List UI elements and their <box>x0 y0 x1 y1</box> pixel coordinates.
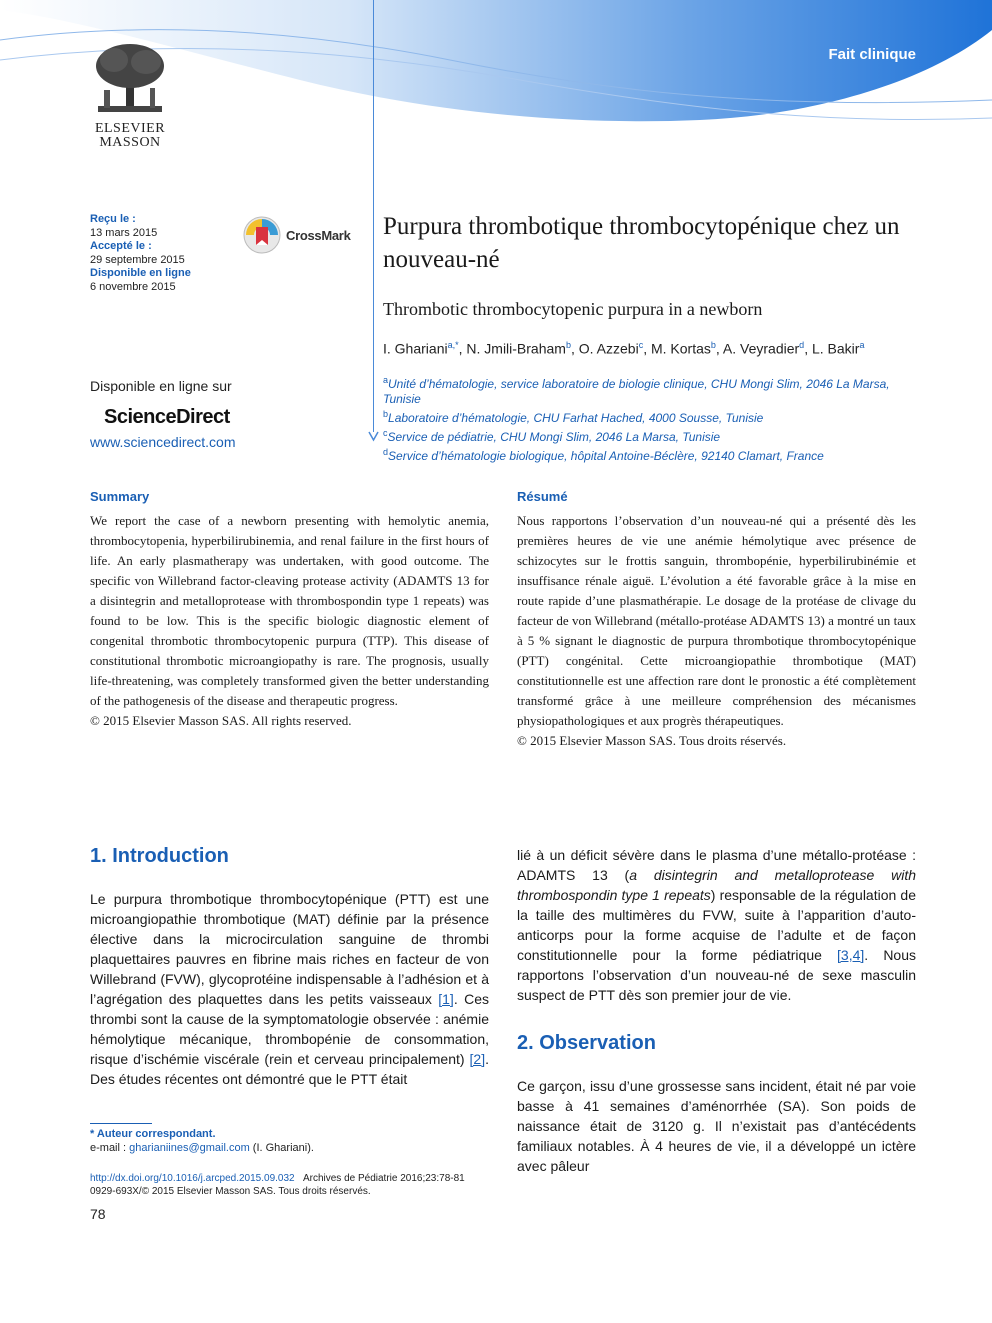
author-sup[interactable]: b <box>710 340 716 350</box>
intro-paragraph: Le purpura thrombotique thrombocytopénique (PTT) est une microangiopathie thrombotique (MAT) définie par la présence élective dans la microcirculation sanguine de thrombi plaquettaires pauvres en fibrine mais riches en facteur de von Willebrand (FVW), glycoprotéine indispensable à l’adhésion et à l’agrégation des plaquettes dans les petits vaisseaux [1]. Ces thrombi sont la cause de la symptomatologie observée : anémie hémolytique mécanique, thrombopénie de consommation, risque d’ischémie viscérale (rein et cerveau principalement) [2]. Des études récentes ont démontré que le PTT était <box>90 891 489 1087</box>
affiliation-item: $^d$Service d’hématologie biologique, hôpital Antoine-Béclère, 92140 Clamart, France <box>383 447 824 463</box>
author-sup[interactable]: d <box>799 340 805 350</box>
author-sup[interactable]: a,* <box>447 340 459 350</box>
received-label: Reçu le : <box>90 213 136 225</box>
corresponding-author-label: * Auteur correspondant. <box>90 1128 216 1140</box>
arrow-down-icon <box>368 430 379 442</box>
accepted-date: 29 septembre 2015 <box>90 253 185 266</box>
crossmark-icon <box>242 215 282 255</box>
online-label: Disponible en ligne <box>90 267 191 279</box>
affiliation-item: $^b$Laboratoire d’hématologie, CHU Farhat Hached, 4000 Sousse, Tunisie <box>383 409 764 425</box>
reference-link[interactable]: [2] <box>469 1051 486 1067</box>
author-name: A. Veyradier <box>722 340 800 357</box>
summary-copyright: © 2015 Elsevier Masson SAS. All rights reserved. <box>90 713 352 728</box>
footnote: * Auteur correspondant. e-mail : gharianiines@gmail.com (I. Ghariani). <box>90 1128 314 1154</box>
email-link[interactable]: gharianiines@gmail.com <box>129 1142 250 1154</box>
author-name: N. Jmili-Braham <box>466 340 566 357</box>
article-dates <box>90 213 191 294</box>
resume-text: Nous rapportons l’observation d’un nouveau-né qui a présenté dès les premières heures de vie une anémie hémolytique avec présence de schizocytes sur le frottis sanguin, thrombopénie, hyperbilirubinémie et insuffisance rénale aiguë. L’évolution a été favorable grâce à la mise en route rapide d’une plasmathérapie. Le dosage de la protéase de clivage du facteur de von Willebrand (métallo-protéase ADAMTS 13) a montré un taux à 5 % signant le diagnostic de purpura thrombotique thrombocytopénique (PTT) congénital. Cette microangiopathie thrombotique (MAT) constitutionnelle est une affection rare dont le pronostic a été complètement transformé grâce à une meilleure compréhension des mécanismes physiopathologiques et aux progrès thérapeutiques. © 2015 Elsevier Masson SAS. Tous droits réservés. <box>517 513 916 748</box>
section-label: Fait clinique <box>828 46 916 63</box>
divider-line <box>373 0 374 432</box>
sciencedirect-logo: ScienceDirect <box>104 406 230 428</box>
online-date: 6 novembre 2015 <box>90 280 176 293</box>
reference-link[interactable]: [1] <box>438 991 454 1007</box>
author-list: I. Ghariani$^{a,*}$, N. Jmili-Braham$^b$, O. Azzebi$^c$, M. Kortas$^b$, A. Veyradier$^d$, L. Bakir$^a$ <box>383 340 865 357</box>
observation-heading: 2. Observation <box>517 1032 656 1054</box>
intro-heading: 1. Introduction <box>90 845 229 867</box>
author-name: I. Ghariani <box>383 340 448 357</box>
page-number: 78 <box>90 1206 106 1222</box>
affiliation-list <box>383 373 903 464</box>
affiliation-item: $^c$Service de pédiatrie, CHU Mongi Slim, 2046 La Marsa, Tunisie <box>383 428 721 444</box>
crossmark-label: CrossMark <box>286 227 351 243</box>
crossmark-badge[interactable] <box>242 215 351 255</box>
author-sup[interactable]: c <box>638 340 644 350</box>
received-date: 13 mars 2015 <box>90 226 158 239</box>
publisher-logo <box>84 40 176 150</box>
journal-citation: Archives de Pédiatrie 2016;23:78-81 <box>302 1173 465 1184</box>
article-subtitle: Thrombotic thrombocytopenic purpura in a newborn <box>383 299 763 319</box>
article-title: Purpura thrombotique thrombocytopénique chez un nouveau-né <box>383 213 900 273</box>
intro-paragraph-continued: lié à un déficit sévère dans le plasma d’une métallo-protéase : ADAMTS 13 (a disintegrin and metalloprotease with thrombospondin type 1 repeats) responsable de la régulation de la taille des multimères du FVW, suite à l’apparition d’auto-anticorps pour la forme acquise de l’adulte et de façon constitutionnelle pour la forme pédiatrique [3,4]. Nous rapportons l’observation d’un nouveau-né de sexe masculin suspect de PTT dès son premier jour de vie. <box>517 847 917 1003</box>
summary-heading: Summary <box>90 489 150 504</box>
affiliation-item: $^a$Unité d’hématologie, service laboratoire de biologie clinique, CHU Mongi Slim, 2046 La Marsa, Tunisie <box>383 375 890 406</box>
author-name: M. Kortas <box>650 340 711 357</box>
publisher-imprint: MASSON <box>99 135 161 150</box>
resume-copyright: © 2015 Elsevier Masson SAS. Tous droits réservés. <box>517 733 787 748</box>
resume-heading: Résumé <box>517 489 568 504</box>
citation-block <box>90 1172 465 1198</box>
accepted-label: Accepté le : <box>90 240 152 252</box>
observation-paragraph: Ce garçon, issu d’une grossesse sans incident, était né par voie basse à 41 semaines d’aménorrhée (SA). Son poids de naissance était de 3120 g. Il n’existait pas d’antécédents familiaux notables. À 4 heures de vie, il a développé un ictère avec pâleur <box>517 1078 916 1174</box>
author-name: O. Azzebi <box>578 340 639 357</box>
footnote-rule <box>90 1123 152 1124</box>
issn-copyright: 0929-693X/© 2015 Elsevier Masson SAS. Tous droits réservés. <box>90 1186 371 1197</box>
author-sup[interactable]: a <box>859 340 865 350</box>
author-name: L. Bakir <box>811 340 860 357</box>
summary-text: We report the case of a newborn presenting with hemolytic anemia, thrombocytopenia, hyperbilirubinemia, and renal failure in the first hours of life. An early plasmatherapy was undertaken, with good outcome. The specific von Willebrand factor-cleaving protease activity (ADAMTS 13 for a disintegrin and metalloprotease with thrombospondin type 1 repeats) was found to be low. This is the specific biologic diagnostic element of congenital thrombotic thrombocytopenic purpura (TTP). This disease of constitutional thrombotic microangiopathy is rare. The prognosis, usually life-threatening, was completely transformed given the better understanding of the pathogenesis of the disease and therapeutic progress. © 2015 Elsevier Masson SAS. All rights reserved. <box>90 513 489 728</box>
elsevier-tree-icon <box>90 40 170 118</box>
author-sup[interactable]: b <box>565 340 571 350</box>
available-online-text: Disponible en ligne sur <box>90 378 232 394</box>
sciencedirect-link[interactable]: www.sciencedirect.com <box>90 434 236 450</box>
publisher-name: ELSEVIER <box>94 121 166 136</box>
doi-link[interactable]: http://dx.doi.org/10.1016/j.arcped.2015.09.032 <box>90 1173 295 1184</box>
reference-link[interactable]: [3,4] <box>837 947 865 963</box>
